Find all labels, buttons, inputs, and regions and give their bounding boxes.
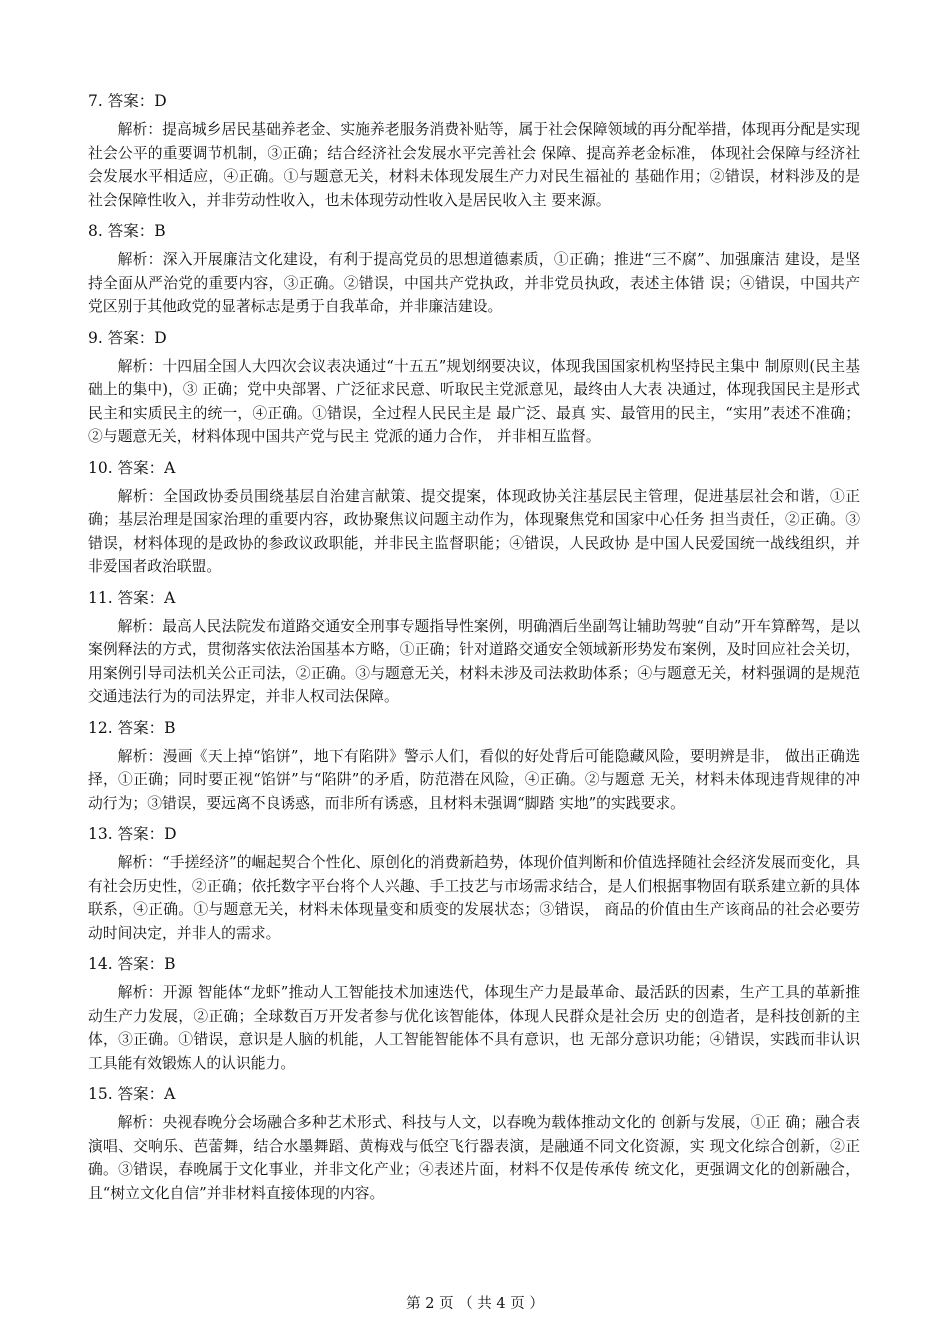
answer-item-10 <box>88 457 860 579</box>
answer-line: 8. 答案：B <box>88 222 166 240</box>
page-footer: 第 2 页 （ 共 4 页 ） <box>406 1296 544 1312</box>
explanation: 解析：提高城乡居民基础养老金、实施养老服务消费补贴等，属于社会保障领域的再分配举措，体现再分配是实现社会公平的重要调节机制，③正确；结合经济社会发展水平完善社会 保障、提高养老金标准， 体现社会保障与经济社会发展水平相适应，④正确。①与题意无关，材料未体现发展生产力对民生福祉的 基础作用；②错误，材料涉及的是社会保障性收入，并非劳动性收入，也未体现劳动性收入是居民收入主 要来源。 <box>88 121 860 209</box>
answer-line: 11. 答案：A <box>88 588 176 607</box>
explanation: 解析：央视春晚分会场融合多种艺术形式、科技与人文，以春晚为载体推动文化的 创新与发展，①正 确；融合表演唱、交响乐、芭蕾舞，结合水墨舞蹈、黄梅戏与低空飞行器表演，是融通不同文化资源，实 现文化综合创新，②正确。③错误，春晚属于文化事业，并非文化产业；④表述片面，材料不仅是传承传 统文化，更强调文化的创新融合，且“树立文化自信”并非材料直接体现的内容。 <box>88 1114 860 1202</box>
answer-line: 13. 答案：D <box>88 825 177 843</box>
answer-item-12 <box>88 717 860 816</box>
answer-item-8 <box>88 220 860 319</box>
explanation: 解析：“手搓经济”的崛起契合个性化、原创化的消费新趋势，体现价值判断和价值选择随社会经济发展而变化，具有社会历史性，②正确；依托数字平台将个人兴趣、手工技艺与市场需求结合，是人们根据事物固有联系建立新的具体联系，④正确。①与题意无关，材料未体现量变和质变的发展状态；③错误， 商品的价值由生产该商品的社会必要劳动时间决定，并非人的需求。 <box>88 854 860 942</box>
answer-list <box>88 90 860 1213</box>
answer-line: 9. 答案：D <box>88 328 167 347</box>
answer-line: 12. 答案：B <box>88 718 176 737</box>
answer-line: 15. 答案：A <box>88 1085 176 1103</box>
explanation: 解析：开源 智能体“龙虾”推动人工智能技术加速迭代，体现生产力是最革命、最活跃的因素，生产工具的革新推动生产力发展，②正确；全球数百万开发者参与优化该智能体，体现人民群众是社会历 史的创造者，是科技创新的主体，③正确。①错误，意识是人脑的机能，人工智能智能体不具有意识，也 无部分意识功能；④错误，实践而非认识工具能有效锻炼人的认识能力。 <box>88 984 860 1072</box>
answer-item-13 <box>88 823 860 945</box>
explanation: 解析：深入开展廉洁文化建设，有利于提高党员的思想道德素质，①正确；推进“三不腐”、加强廉洁 建设，是坚持全面从严治党的重要内容，③正确。②错误，中国共产党执政，并非党员执政，表述主体错 误；④错误，中国共产党区别于其他政党的显著标志是勇于自我革命，并非廉洁建设。 <box>88 251 860 315</box>
answer-item-15 <box>88 1083 860 1205</box>
explanation: 解析：十四届全国人大四次会议表决通过“十五五”规划纲要决议，体现我国国家机构坚持民主集中 制原则(民主基础上的集中)，③ 正确；党中央部署、广泛征求民意、听取民主党派意见，最终由人大表 决通过，体现我国民主是形式民主和实质民主的统一，④正确。①错误，全过程人民民主是 最广泛、最真 实、最管用的民主，“实用”表述不准确；②与题意无关，材料体现中国共产党与民主 党派的通力合作， 并非相互监督。 <box>88 357 860 445</box>
answer-item-7 <box>88 90 860 212</box>
answer-line: 10. 答案：A <box>88 458 176 477</box>
answer-item-9 <box>88 327 860 449</box>
explanation: 解析：最高人民法院发布道路交通安全刑事专题指导性案例，明确酒后坐副驾让辅助驾驶“自动”开车算醉驾，是以案例释法的方式，贯彻落实依法治国基本方略，①正确；针对道路交通安全领域新形势发布案例，及时回应社会关切，用案例引导司法机关公正司法，②正确。③与题意无关，材料未涉及司法救助体系；④与题意无关，材料强调的是规范交通违法行为的司法界定，并非人权司法保障。 <box>88 617 860 705</box>
answer-item-14 <box>88 953 860 1075</box>
answer-line: 14. 答案：B <box>88 955 176 973</box>
answer-item-11 <box>88 587 860 709</box>
explanation: 解析：全国政协委员围绕基层自治建言献策、提交提案，体现政协关注基层民主管理，促进基层社会和谐，①正确；基层治理是国家治理的重要内容，政协聚焦议问题主动作为，体现聚焦党和国家中心任务 担当责任，②正确。③错误，材料体现的是政协的参政议政职能，并非民主监督职能；④错误，人民政协 是中国人民爱国统一战线组织，并非爱国者政治联盟。 <box>88 487 860 575</box>
answer-line: 7. 答案：D <box>88 92 167 110</box>
explanation: 解析：漫画《天上掉“馅饼”，地下有陷阱》警示人们，看似的好处背后可能隐藏风险，要明辨是非， 做出正确选择，①正确；同时要正视“馅饼”与“陷阱”的矛盾，防范潜在风险，④正确。②与题意 无关，材料未体现违背规律的冲动行为；③错误，要远离不良诱惑，而非所有诱惑，且材料未强调“脚踏 实地”的实践要求。 <box>88 747 860 812</box>
